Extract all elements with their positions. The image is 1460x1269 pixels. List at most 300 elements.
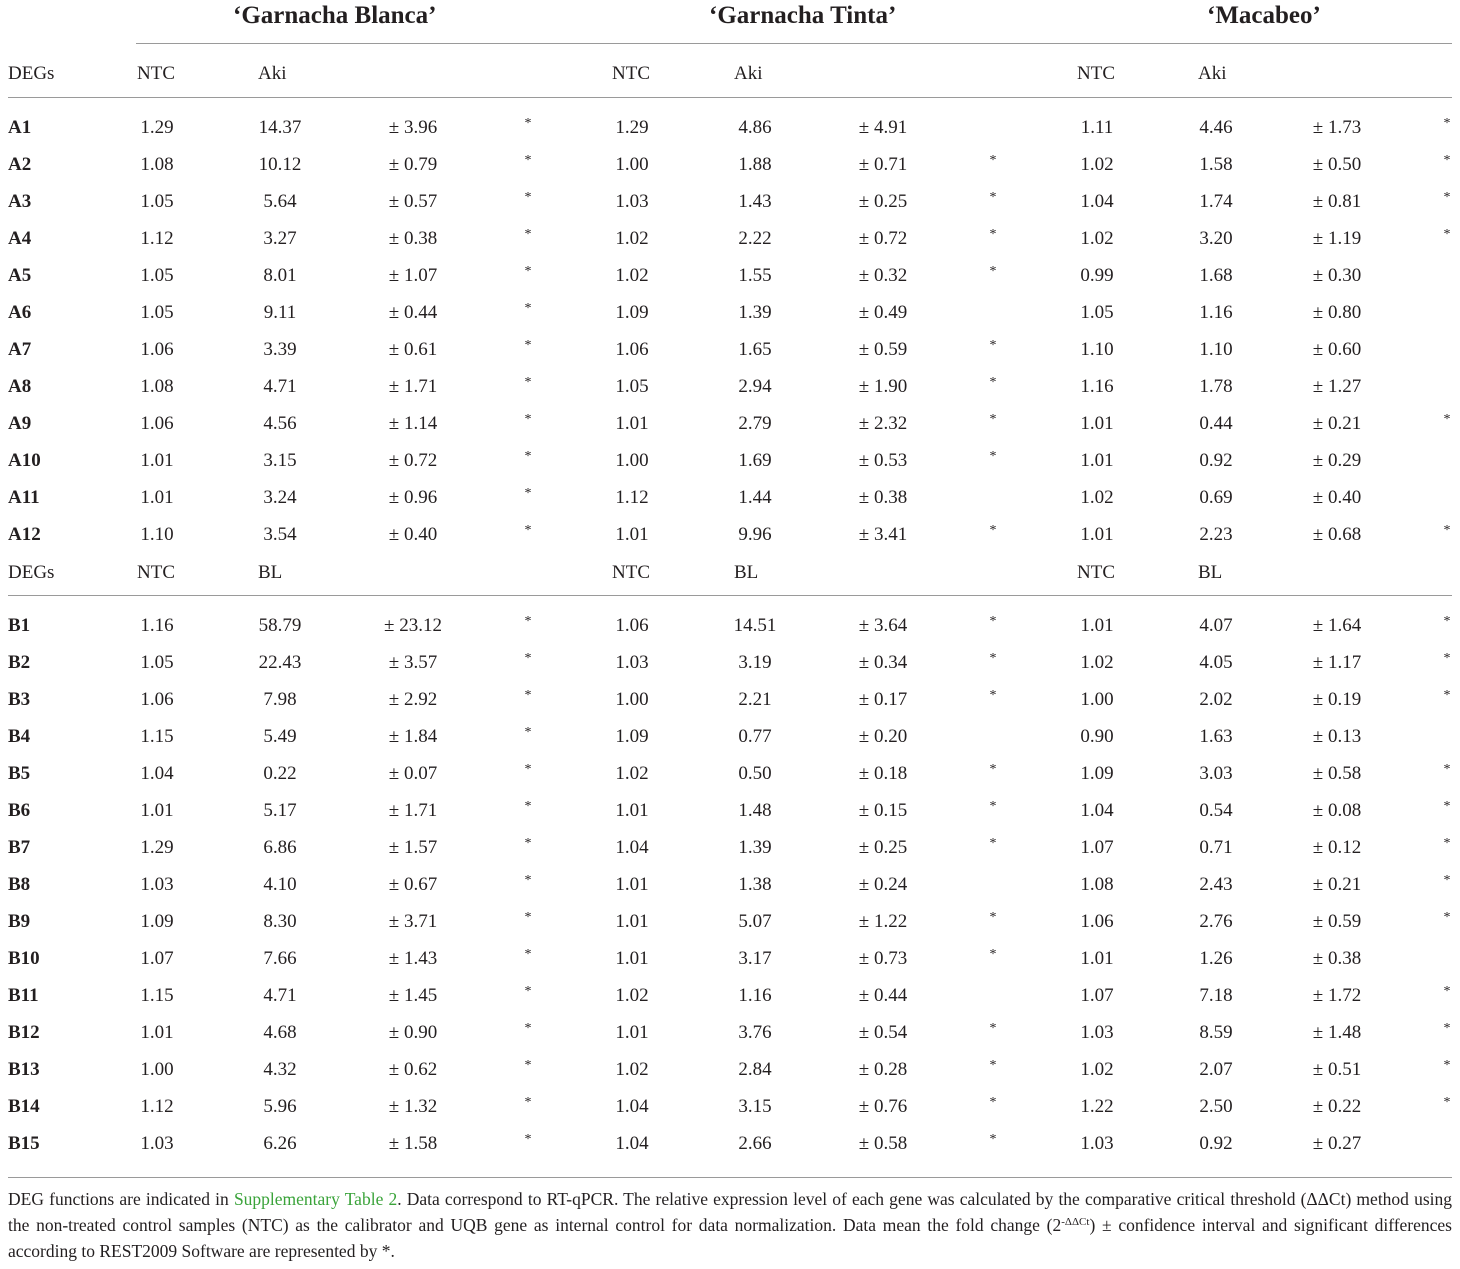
ntc-value: 1.06 [615,339,649,360]
confidence-interval: ± 1.71 [388,376,438,397]
significance-mark: * [1443,190,1451,205]
fold-change: 0.69 [1199,487,1233,508]
ntc-value: 1.04 [1080,191,1114,212]
confidence-interval: ± 0.50 [1312,154,1362,175]
ntc-value: 1.05 [140,191,174,212]
fold-change: 14.51 [733,615,777,636]
gene-id: A10 [8,450,41,471]
ntc-value: 1.29 [615,117,649,138]
confidence-interval: ± 4.91 [858,117,908,138]
fold-change: 5.49 [263,726,297,747]
fold-change: 1.65 [738,339,772,360]
fold-change: 2.94 [738,376,772,397]
group-rule [136,43,1452,44]
column-header-ntc: NTC [137,562,175,583]
significance-mark: * [524,1058,532,1073]
ntc-value: 1.29 [140,117,174,138]
confidence-interval: ± 0.25 [858,191,908,212]
confidence-interval: ± 0.90 [388,1022,438,1043]
gene-id: B12 [8,1022,40,1043]
confidence-interval: ± 0.62 [388,1059,438,1080]
confidence-interval: ± 0.68 [1312,524,1362,545]
significance-mark: * [989,799,997,814]
gene-id: A4 [8,228,32,249]
confidence-interval: ± 0.12 [1312,837,1362,858]
significance-mark: * [989,947,997,962]
significance-mark: * [1443,984,1451,999]
fold-change: 2.79 [738,413,772,434]
gene-id: A11 [8,487,40,508]
significance-mark: * [524,301,532,316]
fold-change: 1.39 [738,837,772,858]
confidence-interval: ± 0.13 [1312,726,1362,747]
fold-change: 0.92 [1199,1133,1233,1154]
fold-change: 14.37 [258,117,302,138]
fold-change: 7.18 [1199,985,1233,1006]
confidence-interval: ± 0.30 [1312,265,1362,286]
significance-mark: * [989,651,997,666]
significance-mark: * [1443,153,1451,168]
significance-mark: * [524,651,532,666]
confidence-interval: ± 1.22 [858,911,908,932]
fold-change: 9.11 [263,302,297,323]
confidence-interval: ± 3.57 [388,652,438,673]
significance-mark: * [989,153,997,168]
significance-mark: * [1443,1021,1451,1036]
column-header-bl: BL [258,562,283,583]
fold-change: 3.27 [263,228,297,249]
fold-change: 22.43 [258,652,302,673]
gene-id: A6 [8,302,32,323]
significance-mark: * [989,523,997,538]
confidence-interval: ± 0.29 [1312,450,1362,471]
confidence-interval: ± 0.61 [388,339,438,360]
ntc-value: 1.03 [1080,1022,1114,1043]
confidence-interval: ± 1.71 [388,800,438,821]
ntc-value: 1.03 [615,652,649,673]
significance-mark: * [524,227,532,242]
confidence-interval: ± 1.90 [858,376,908,397]
confidence-interval: ± 1.32 [388,1096,438,1117]
confidence-interval: ± 0.58 [858,1133,908,1154]
fold-change: 9.96 [738,524,772,545]
confidence-interval: ± 0.44 [388,302,438,323]
confidence-interval: ± 0.79 [388,154,438,175]
confidence-interval: ± 0.18 [858,763,908,784]
confidence-interval: ± 2.32 [858,413,908,434]
significance-mark: * [1443,1058,1451,1073]
significance-mark: * [989,375,997,390]
fold-change: 0.54 [1199,800,1233,821]
fold-change: 1.58 [1199,154,1233,175]
confidence-interval: ± 0.60 [1312,339,1362,360]
significance-mark: * [1443,799,1451,814]
significance-mark: * [524,947,532,962]
ntc-value: 1.06 [140,413,174,434]
fold-change: 1.38 [738,874,772,895]
ntc-value: 1.29 [140,837,174,858]
confidence-interval: ± 0.40 [388,524,438,545]
confidence-interval: ± 0.44 [858,985,908,1006]
fold-change: 1.39 [738,302,772,323]
ntc-value: 1.08 [1080,874,1114,895]
confidence-interval: ± 1.72 [1312,985,1362,1006]
fold-change: 3.03 [1199,763,1233,784]
gene-id: B9 [8,911,31,932]
fold-change: 2.07 [1199,1059,1233,1080]
fold-change: 1.74 [1199,191,1233,212]
ntc-value: 1.05 [1080,302,1114,323]
ntc-value: 1.07 [1080,985,1114,1006]
ntc-value: 1.22 [1080,1096,1114,1117]
ntc-value: 1.12 [140,1096,174,1117]
significance-mark: * [524,1132,532,1147]
ntc-value: 1.02 [1080,487,1114,508]
confidence-interval: ± 0.24 [858,874,908,895]
fold-change: 3.24 [263,487,297,508]
group-header-garnacha-tinta: ‘Garnacha Tinta’ [709,2,897,29]
gene-id: B11 [8,985,39,1006]
confidence-interval: ± 0.71 [858,154,908,175]
column-header-ntc: NTC [137,63,175,84]
significance-mark: * [1443,614,1451,629]
ntc-value: 1.01 [615,524,649,545]
confidence-interval: ± 0.38 [388,228,438,249]
ntc-value: 1.09 [615,726,649,747]
fold-change: 6.86 [263,837,297,858]
column-header-aki: Aki [734,63,763,84]
significance-mark: * [524,190,532,205]
confidence-interval: ± 0.21 [1312,413,1362,434]
confidence-interval: ± 0.81 [1312,191,1362,212]
footnote-superscript: -ΔΔCt [1061,1216,1090,1228]
fold-change: 2.66 [738,1133,772,1154]
ntc-value: 1.01 [1080,524,1114,545]
significance-mark: * [1443,762,1451,777]
ntc-value: 1.05 [140,652,174,673]
ntc-value: 1.00 [140,1059,174,1080]
ntc-value: 1.02 [1080,228,1114,249]
gene-id: A12 [8,524,41,545]
fold-change: 0.77 [738,726,772,747]
ntc-value: 1.08 [140,154,174,175]
fold-change: 0.22 [263,763,297,784]
ntc-value: 1.15 [140,726,174,747]
significance-mark: * [524,375,532,390]
gene-id: A1 [8,117,32,138]
ntc-value: 1.08 [140,376,174,397]
confidence-interval: ± 0.28 [858,1059,908,1080]
column-header-bl: BL [734,562,759,583]
fold-change: 0.50 [738,763,772,784]
column-header-degs: DEGs [8,63,55,84]
confidence-interval: ± 0.57 [388,191,438,212]
gene-id: B4 [8,726,31,747]
fold-change: 10.12 [258,154,302,175]
significance-mark: * [524,1021,532,1036]
ntc-value: 1.02 [615,1059,649,1080]
fold-change: 1.69 [738,450,772,471]
footnote-text: ) ± confidence interval and significant differences according to REST2009 Software are represented by *. [8,1215,1452,1261]
significance-mark: * [524,836,532,851]
significance-mark: * [524,523,532,538]
confidence-interval: ± 1.27 [1312,376,1362,397]
significance-mark: * [1443,116,1451,131]
ntc-value: 1.01 [1080,413,1114,434]
significance-mark: * [989,688,997,703]
ntc-value: 1.01 [1080,615,1114,636]
confidence-interval: ± 0.49 [858,302,908,323]
confidence-interval: ± 1.64 [1312,615,1362,636]
significance-mark: * [524,614,532,629]
fold-change: 3.76 [738,1022,772,1043]
confidence-interval: ± 0.58 [1312,763,1362,784]
fold-change: 0.44 [1199,413,1233,434]
confidence-interval: ± 1.48 [1312,1022,1362,1043]
ntc-value: 1.01 [615,911,649,932]
ntc-value: 1.16 [140,615,174,636]
gene-id: A3 [8,191,32,212]
confidence-interval: ± 1.19 [1312,228,1362,249]
fold-change: 4.86 [738,117,772,138]
significance-mark: * [524,799,532,814]
confidence-interval: ± 3.96 [388,117,438,138]
fold-change: 4.68 [263,1022,297,1043]
confidence-interval: ± 1.43 [388,948,438,969]
fold-change: 1.55 [738,265,772,286]
group-header-macabeo: ‘Macabeo’ [1207,2,1321,29]
ntc-value: 1.12 [615,487,649,508]
significance-mark: * [524,412,532,427]
fold-change: 4.71 [263,985,297,1006]
ntc-value: 1.07 [140,948,174,969]
fold-change: 1.44 [738,487,772,508]
confidence-interval: ± 0.38 [1312,948,1362,969]
significance-mark: * [989,762,997,777]
ntc-value: 1.01 [140,1022,174,1043]
ntc-value: 1.02 [1080,652,1114,673]
ntc-value: 1.03 [140,1133,174,1154]
confidence-interval: ± 0.59 [1312,911,1362,932]
significance-mark: * [1443,523,1451,538]
fold-change: 1.78 [1199,376,1233,397]
confidence-interval: ± 0.67 [388,874,438,895]
gene-id: A8 [8,376,32,397]
ntc-value: 1.02 [1080,154,1114,175]
fold-change: 0.92 [1199,450,1233,471]
column-header-ntc: NTC [1077,562,1115,583]
ntc-value: 1.02 [615,763,649,784]
confidence-interval: ± 0.08 [1312,800,1362,821]
ntc-value: 0.90 [1080,726,1114,747]
confidence-interval: ± 0.21 [1312,874,1362,895]
significance-mark: * [524,486,532,501]
ntc-value: 1.10 [1080,339,1114,360]
ntc-value: 1.01 [615,800,649,821]
ntc-value: 1.06 [140,339,174,360]
fold-change: 3.15 [263,450,297,471]
gene-id: B14 [8,1096,40,1117]
ntc-value: 1.01 [1080,948,1114,969]
ntc-value: 1.02 [615,985,649,1006]
gene-id: B8 [8,874,31,895]
significance-mark: * [1443,836,1451,851]
fold-change: 4.56 [263,413,297,434]
significance-mark: * [524,116,532,131]
ntc-value: 0.99 [1080,265,1114,286]
gene-id: B6 [8,800,31,821]
significance-mark: * [1443,227,1451,242]
ntc-value: 1.04 [615,837,649,858]
fold-change: 1.16 [738,985,772,1006]
ntc-value: 1.00 [615,450,649,471]
fold-change: 8.59 [1199,1022,1233,1043]
ntc-value: 1.05 [140,265,174,286]
significance-mark: * [989,1095,997,1110]
significance-mark: * [524,338,532,353]
gene-id: A9 [8,413,32,434]
fold-change: 3.20 [1199,228,1233,249]
significance-mark: * [1443,1095,1451,1110]
ntc-value: 1.09 [140,911,174,932]
confidence-interval: ± 0.96 [388,487,438,508]
ntc-value: 1.05 [140,302,174,323]
ntc-value: 1.01 [140,800,174,821]
header-rule [8,595,1452,596]
gene-id: A7 [8,339,32,360]
significance-mark: * [989,412,997,427]
confidence-interval: ± 0.34 [858,652,908,673]
significance-mark: * [524,688,532,703]
ntc-value: 1.16 [1080,376,1114,397]
confidence-interval: ± 1.07 [388,265,438,286]
fold-change: 4.10 [263,874,297,895]
fold-change: 2.02 [1199,689,1233,710]
ntc-value: 1.04 [1080,800,1114,821]
ntc-value: 1.03 [140,874,174,895]
fold-change: 2.21 [738,689,772,710]
confidence-interval: ± 0.25 [858,837,908,858]
significance-mark: * [1443,688,1451,703]
ntc-value: 1.11 [1080,117,1114,138]
group-header-garnacha-blanca: ‘Garnacha Blanca’ [233,2,437,29]
fold-change: 58.79 [258,615,302,636]
confidence-interval: ± 0.59 [858,339,908,360]
significance-mark: * [1443,651,1451,666]
ntc-value: 1.03 [1080,1133,1114,1154]
significance-mark: * [524,264,532,279]
fold-change: 0.71 [1199,837,1233,858]
confidence-interval: ± 0.32 [858,265,908,286]
confidence-interval: ± 1.45 [388,985,438,1006]
fold-change: 2.76 [1199,911,1233,932]
column-header-bl: BL [1198,562,1223,583]
confidence-interval: ± 3.71 [388,911,438,932]
significance-mark: * [524,153,532,168]
fold-change: 1.63 [1199,726,1233,747]
fold-change: 2.50 [1199,1096,1233,1117]
gene-id: B7 [8,837,31,858]
fold-change: 5.17 [263,800,297,821]
fold-change: 4.46 [1199,117,1233,138]
confidence-interval: ± 0.51 [1312,1059,1362,1080]
footnote-text: DEG functions are indicated in [8,1189,234,1209]
column-header-aki: Aki [1198,63,1227,84]
confidence-interval: ± 1.57 [388,837,438,858]
ntc-value: 1.00 [615,154,649,175]
ntc-value: 1.02 [615,228,649,249]
confidence-interval: ± 0.38 [858,487,908,508]
ntc-value: 1.04 [140,763,174,784]
significance-mark: * [524,1095,532,1110]
confidence-interval: ± 23.12 [384,615,442,636]
ntc-value: 1.01 [140,487,174,508]
ntc-value: 1.01 [615,1022,649,1043]
ntc-value: 1.06 [615,615,649,636]
ntc-value: 1.12 [140,228,174,249]
gene-id: B2 [8,652,31,673]
confidence-interval: ± 1.84 [388,726,438,747]
ntc-value: 1.09 [1080,763,1114,784]
fold-change: 8.01 [263,265,297,286]
significance-mark: * [989,910,997,925]
confidence-interval: ± 0.22 [1312,1096,1362,1117]
fold-change: 7.98 [263,689,297,710]
ntc-value: 1.09 [615,302,649,323]
ntc-value: 1.10 [140,524,174,545]
significance-mark: * [524,762,532,777]
gene-id: B15 [8,1133,40,1154]
confidence-interval: ± 0.15 [858,800,908,821]
ntc-value: 1.01 [140,450,174,471]
significance-mark: * [1443,412,1451,427]
gene-id: B5 [8,763,31,784]
gene-id: A2 [8,154,32,175]
fold-change: 1.48 [738,800,772,821]
confidence-interval: ± 0.19 [1312,689,1362,710]
significance-mark: * [989,1058,997,1073]
confidence-interval: ± 0.72 [388,450,438,471]
significance-mark: * [989,227,997,242]
ntc-value: 1.01 [1080,450,1114,471]
gene-id: B10 [8,948,40,969]
fold-change: 6.26 [263,1133,297,1154]
significance-mark: * [989,836,997,851]
fold-change: 3.54 [263,524,297,545]
confidence-interval: ± 3.64 [858,615,908,636]
ntc-value: 1.03 [615,191,649,212]
column-header-ntc: NTC [612,562,650,583]
confidence-interval: ± 0.80 [1312,302,1362,323]
fold-change: 3.15 [738,1096,772,1117]
gene-id: A5 [8,265,32,286]
fold-change: 1.88 [738,154,772,175]
fold-change: 5.64 [263,191,297,212]
table-footnote [8,1186,1452,1264]
significance-mark: * [989,190,997,205]
column-header-ntc: NTC [1077,63,1115,84]
supplementary-table-link[interactable]: Supplementary Table 2 [233,1189,398,1209]
fold-change: 4.71 [263,376,297,397]
fold-change: 2.84 [738,1059,772,1080]
significance-mark: * [524,984,532,999]
significance-mark: * [524,910,532,925]
column-header-degs: DEGs [8,562,55,583]
fold-change: 1.26 [1199,948,1233,969]
significance-mark: * [989,449,997,464]
significance-mark: * [524,449,532,464]
confidence-interval: ± 0.54 [858,1022,908,1043]
